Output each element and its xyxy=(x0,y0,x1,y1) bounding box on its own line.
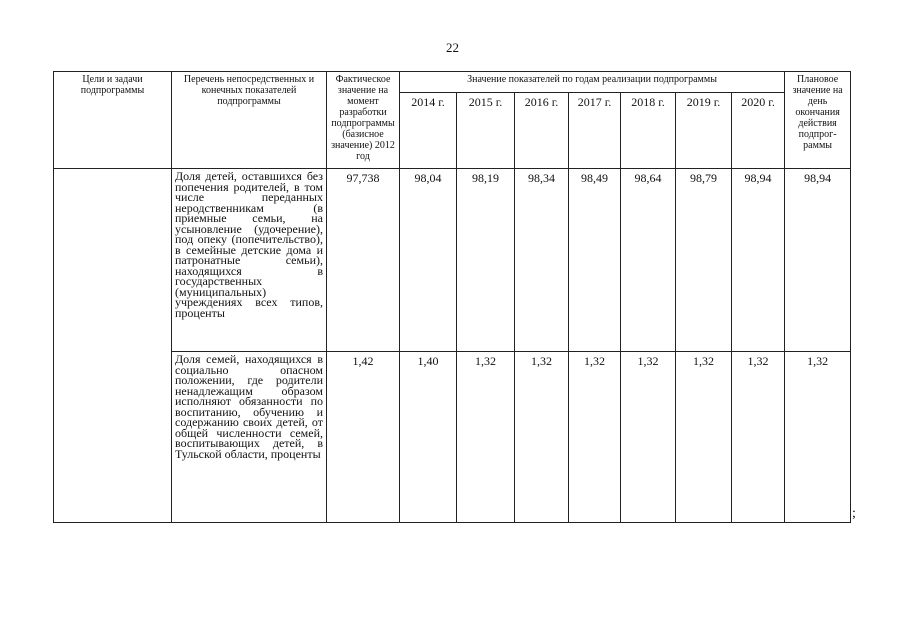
header-row xyxy=(54,72,851,93)
table-row xyxy=(54,169,851,352)
year-value-cell: 98,49 xyxy=(569,169,621,352)
baseline-cell: 1,42 xyxy=(327,352,400,523)
indicators-table xyxy=(53,71,851,523)
header-indicators: Перечень непосредственных и конечных показателей подпрограммы xyxy=(172,72,327,169)
indicator-cell: Доля семей, находящихся в социально опасном положении, где родители ненадлежащим образом исполняют обязанности по воспитанию, обучению и содержанию своих детей, от общей численности семей, воспитывающих детей, в Тульской области, проценты xyxy=(172,352,327,523)
year-value-cell: 1,32 xyxy=(732,352,785,523)
year-value-cell: 1,32 xyxy=(621,352,676,523)
year-value-cell: 1,32 xyxy=(569,352,621,523)
header-year: 2019 г. xyxy=(676,93,732,169)
year-value-cell: 98,19 xyxy=(457,169,515,352)
year-value-cell: 1,32 xyxy=(457,352,515,523)
indicator-cell: Доля детей, оставшихся без попечения родителей, в том числе переданных неродственникам (в приемные семьи, на усыновление (удочерение), под опеку (попечительство), в семейные детские дома и патронатные семьи), находящихся в государственных (муниципальных) учреждениях всех типов, проценты xyxy=(172,169,327,352)
year-value-cell: 98,94 xyxy=(732,169,785,352)
year-value-cell: 1,40 xyxy=(400,352,457,523)
header-year: 2015 г. xyxy=(457,93,515,169)
year-value-cell: 98,34 xyxy=(515,169,569,352)
year-value-cell: 98,04 xyxy=(400,169,457,352)
header-year: 2020 г. xyxy=(732,93,785,169)
year-value-cell: 98,79 xyxy=(676,169,732,352)
header-baseline: Фактическое значение на момент разработки подпрограммы (базисное значение) 2012 год xyxy=(327,72,400,169)
header-goals: Цели и задачи подпрограммы xyxy=(54,72,172,169)
header-year: 2016 г. xyxy=(515,93,569,169)
planned-cell: 98,94 xyxy=(785,169,851,352)
planned-cell: 1,32 xyxy=(785,352,851,523)
header-year: 2018 г. xyxy=(621,93,676,169)
page-number: 22 xyxy=(446,40,459,55)
year-value-cell: 1,32 xyxy=(515,352,569,523)
trailing-semicolon: ; xyxy=(852,506,856,521)
year-value-cell: 98,64 xyxy=(621,169,676,352)
goal-cell xyxy=(54,169,172,523)
table-row xyxy=(54,352,851,523)
header-planned: Плановое значение на день окончания действия подпрог-раммы xyxy=(785,72,851,169)
baseline-cell: 97,738 xyxy=(327,169,400,352)
header-by-year: Значение показателей по годам реализации подпрограммы xyxy=(400,72,785,93)
year-value-cell: 1,32 xyxy=(676,352,732,523)
header-year: 2017 г. xyxy=(569,93,621,169)
header-year: 2014 г. xyxy=(400,93,457,169)
